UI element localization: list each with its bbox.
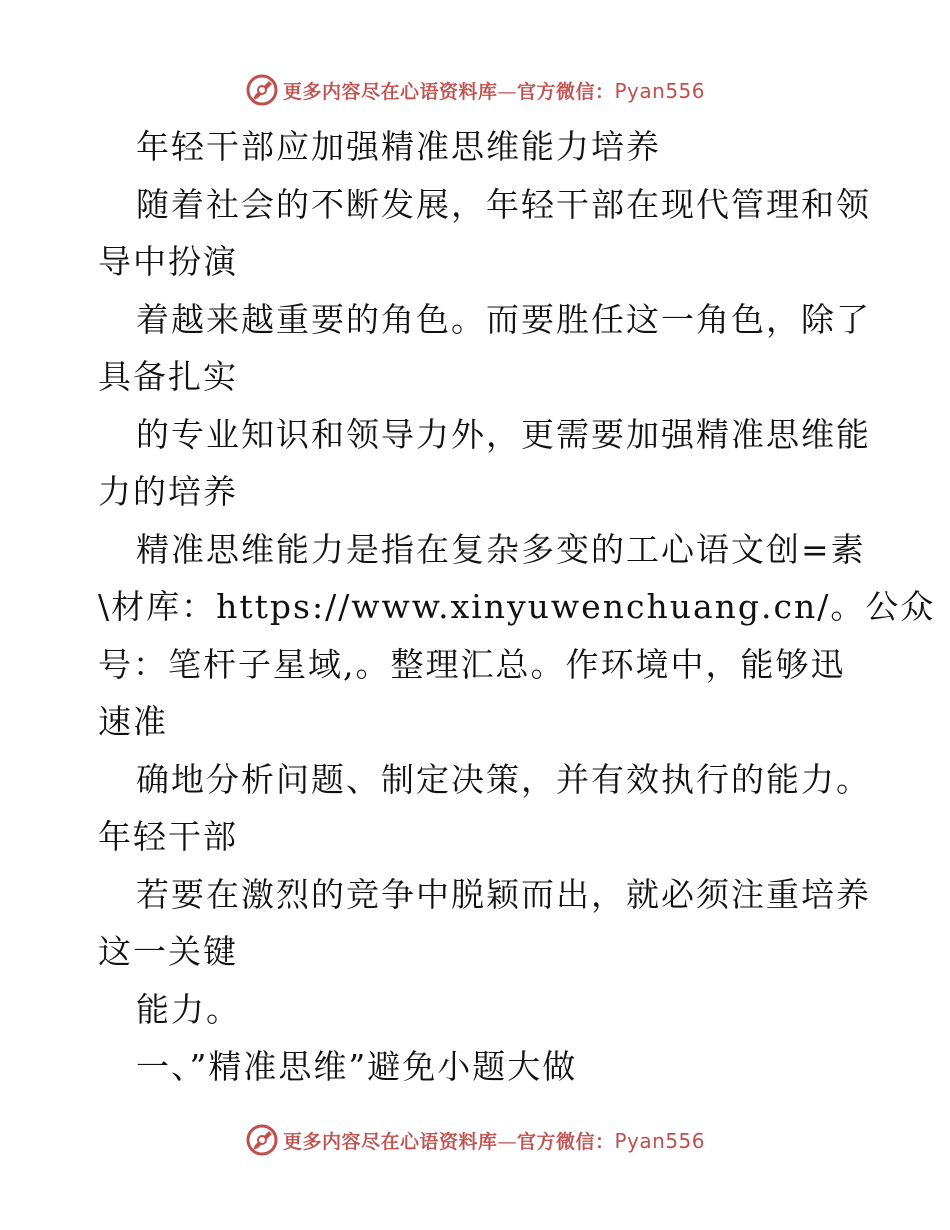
footer-banner <box>0 1122 950 1158</box>
paragraph-line: 具备扎实 <box>98 357 238 396</box>
banner-wechat-id: Pyan556 <box>614 78 706 103</box>
banner-wechat-id: Pyan556 <box>614 1128 706 1153</box>
banner-official-label: 官方微信： <box>516 80 615 103</box>
section-heading: 一、”精准思维”避免小题大做 <box>136 1047 578 1086</box>
paragraph-line: 若要在激烈的竞争中脱颖而出，就必须注重培养 <box>136 874 871 914</box>
paragraph-line: 确地分析问题、制定决策，并有效执行的能力。 <box>136 759 871 799</box>
banner-main-text: 更多内容尽在心语资料库 <box>282 80 498 103</box>
paragraph-line: 速准 <box>98 702 168 741</box>
paragraph-line: 精准思维能力是指在复杂多变的工心语文创=素 <box>136 529 866 569</box>
banner-text <box>283 77 705 104</box>
paragraph-line: 这一关键 <box>98 932 238 971</box>
banner-main-text: 更多内容尽在心语资料库 <box>282 1130 498 1153</box>
paragraph-line: \材库：https://www.xinyuwenchuang.cn/。公众 <box>98 587 936 626</box>
paragraph-line: 年轻干部 <box>98 817 238 856</box>
paragraph-line: 随着社会的不断发展，年轻干部在现代管理和领 <box>136 184 871 224</box>
paragraph-line: 能力。 <box>136 989 241 1029</box>
document-body <box>98 118 936 1096</box>
brand-logo-icon <box>245 1123 279 1157</box>
banner-dash: — <box>497 80 517 103</box>
paragraph-line: 导中扮演 <box>98 242 238 281</box>
paragraph-line: 号：笔杆子星域,。整理汇总。作环境中，能够迅 <box>98 644 846 684</box>
paragraph-line: 着越来越重要的角色。而要胜任这一角色，除了 <box>136 299 871 339</box>
doc-title: 年轻干部应加强精准思维能力培养 <box>136 127 661 166</box>
paragraph-line: 的专业知识和领导力外，更需要加强精准思维能 <box>136 414 871 454</box>
paragraph-line: 力的培养 <box>98 472 238 511</box>
banner-official-label: 官方微信： <box>516 1130 615 1153</box>
header-banner <box>0 72 950 108</box>
banner-text <box>283 1127 705 1154</box>
brand-logo-icon <box>245 73 279 107</box>
banner-dash: — <box>497 1130 517 1153</box>
